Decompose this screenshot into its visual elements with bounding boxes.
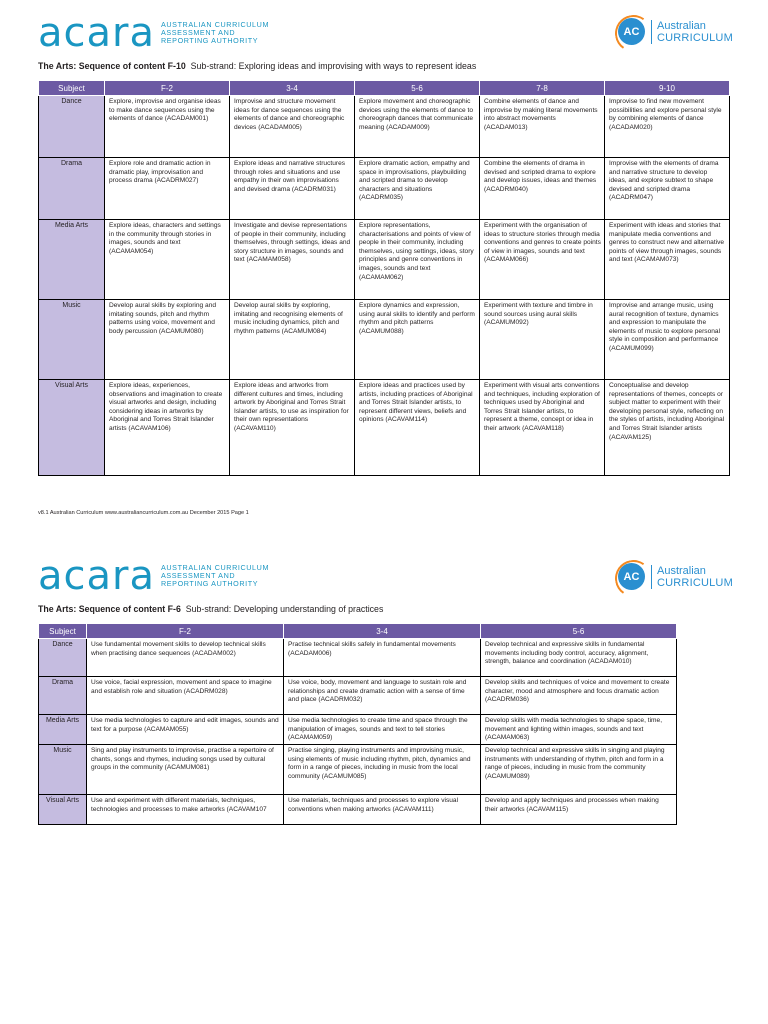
content-cell: Practise technical skills safely in fundamental movements (ACADAM006) [284, 639, 481, 677]
acara-tagline: AUSTRALIAN CURRICULUM ASSESSMENT AND REPORTING AUTHORITY [160, 20, 270, 45]
content-cell: Improvise to find new movement possibilities and explore personal style by combining elements of dance (ACADAM020) [605, 96, 730, 158]
content-cell: Explore ideas and artworks from different cultures and times, including artwork by Aboriginal and Torres Strait Islander artists, to use as inspiration for their own representations (ACAVAM110) [230, 380, 355, 476]
acara-logo [38, 10, 270, 56]
subject-cell: Music [39, 745, 87, 795]
column-header: 7-8 [480, 81, 605, 96]
column-header: 5-6 [481, 624, 677, 639]
content-table [38, 623, 677, 825]
content-cell: Explore role and dramatic action in dramatic play, improvisation and process drama (ACADRM027) [105, 158, 230, 220]
content-cell: Explore representations, characterisations and points of view of people in their community, including themselves, using settings, ideas, story principles and genre conventions in images, sounds and text (ACAMAM062) [355, 220, 480, 300]
column-header: 9-10 [605, 81, 730, 96]
content-cell: Improvise and structure movement ideas for dance sequences using the elements of dance and choreographic devices (ACADAM005) [230, 96, 355, 158]
column-header: 3-4 [230, 81, 355, 96]
subject-cell: Drama [39, 158, 105, 220]
table-row [39, 715, 677, 745]
content-cell: Use and experiment with different materials, techniques, technologies and processes to make artworks (ACAVAM107 [87, 795, 284, 825]
content-cell: Use media technologies to create time and space through the manipulation of images, sounds and text to tell stories (ACAMAM059) [284, 715, 481, 745]
column-header: 5-6 [355, 81, 480, 96]
column-header: F-2 [105, 81, 230, 96]
page-title: The Arts: Sequence of content F-10 Sub-strand: Exploring ideas and improvising with ways to represent ideas [38, 61, 477, 71]
content-cell: Combine elements of dance and improvise by making literal movements into abstract movements (ACADAM013) [480, 96, 605, 158]
content-cell: Explore movement and choreographic devices using the elements of dance to choreograph dances that communicate meaning (ACADAM009) [355, 96, 480, 158]
column-header: F-2 [87, 624, 284, 639]
table-row [39, 380, 730, 476]
table-row [39, 300, 730, 380]
column-header: Subject [39, 624, 87, 639]
column-header: 3-4 [284, 624, 481, 639]
table-header-row [39, 81, 730, 96]
table-row [39, 795, 677, 825]
content-cell: Use voice, body, movement and language to sustain role and relationships and create dramatic action with a sense of time and place (ACADRM032) [284, 677, 481, 715]
content-cell: Improvise and arrange music, using aural recognition of texture, dynamics and expression to manipulate the elements of music to explore personal style in composition and performance (ACAMUM099) [605, 300, 730, 380]
content-cell: Practise singing, playing instruments and improvising music, using elements of music including rhythm, pitch, dynamics and form in a range of pieces, including in music from the local community (ACAMUM085) [284, 745, 481, 795]
content-cell: Investigate and devise representations of people in their community, including themselves, through settings, ideas and story structure in images, sounds and text (ACAMAM058) [230, 220, 355, 300]
australian-curriculum-logo: AC Australian CURRICULUM [618, 18, 733, 45]
australian-curriculum-logo: AC Australian CURRICULUM [618, 563, 733, 590]
subject-cell: Media Arts [39, 715, 87, 745]
content-cell: Combine the elements of drama in devised and scripted drama to explore and develop issues, ideas and themes (ACADRM040) [480, 158, 605, 220]
content-cell: Develop and apply techniques and processes when making their artworks (ACAVAM115) [481, 795, 677, 825]
table-row [39, 677, 677, 715]
subject-cell: Media Arts [39, 220, 105, 300]
acara-wordmark: acara [38, 553, 155, 599]
acara-wordmark: acara [38, 10, 155, 56]
content-table [38, 80, 730, 476]
subject-cell: Dance [39, 96, 105, 158]
content-cell: Use materials, techniques and processes to explore visual conventions when making artworks (ACAVAM111) [284, 795, 481, 825]
table-header-row [39, 624, 677, 639]
subject-cell: Visual Arts [39, 795, 87, 825]
acara-tagline: AUSTRALIAN CURRICULUM ASSESSMENT AND REPORTING AUTHORITY [160, 563, 270, 588]
table-row [39, 96, 730, 158]
ac-badge-icon: AC [618, 18, 645, 45]
table-row [39, 745, 677, 795]
content-cell: Explore ideas and practices used by artists, including practices of Aboriginal and Torres Strait Islander artists, to represent different views, beliefs and opinions (ACAVAM114) [355, 380, 480, 476]
content-cell: Explore ideas and narrative structures through roles and situations and use empathy in their own improvisations and devised drama (ACADRM031) [230, 158, 355, 220]
content-cell: Develop aural skills by exploring, imitating and recognising elements of music including dynamics, pitch and rhythm patterns (ACAMUM084) [230, 300, 355, 380]
content-cell: Explore ideas, characters and settings in the community through stories in images, sounds and text (ACAMAM054) [105, 220, 230, 300]
acara-logo [38, 553, 270, 599]
content-cell: Use voice, facial expression, movement and space to imagine and establish role and situation (ACADRM028) [87, 677, 284, 715]
table-row [39, 220, 730, 300]
content-cell: Experiment with the organisation of ideas to structure stories through media conventions and genres to create points of view in images, sounds and text (ACAMAM066) [480, 220, 605, 300]
content-cell: Sing and play instruments to improvise, practise a repertoire of chants, songs and rhymes, including songs used by cultural groups in the community (ACAMUM081) [87, 745, 284, 795]
content-cell: Develop technical and expressive skills in fundamental movements including body control, accuracy, alignment, strength, balance and coordination (ACADAM010) [481, 639, 677, 677]
content-cell: Improvise with the elements of drama and narrative structure to develop ideas, and explore subtext to shape devised and scripted drama (ACADRM047) [605, 158, 730, 220]
page-footer: v8.1 Australian Curriculum www.australiancurriculum.com.au December 2015 Page 1 [38, 510, 249, 516]
content-cell: Use fundamental movement skills to develop technical skills when practising dance sequences (ACADAM002) [87, 639, 284, 677]
content-cell: Experiment with ideas and stories that manipulate media conventions and genres to construct new and alternative points of view through images, sounds and text (ACAMAM073) [605, 220, 730, 300]
content-cell: Develop skills with media technologies to shape space, time, movement and lighting within images, sounds and text (ACAMAM063) [481, 715, 677, 745]
page-title: The Arts: Sequence of content F-6 Sub-strand: Developing understanding of practices [38, 604, 384, 614]
column-header: Subject [39, 81, 105, 96]
content-cell: Conceptualise and develop representations of themes, concepts or subject matter to experiment with their developing personal style, reflecting on the styles of artists, including Aboriginal and Torres Strait Islander artists (ACAVAM125) [605, 380, 730, 476]
content-cell: Develop aural skills by exploring and imitating sounds, pitch and rhythm patterns using voice, movement and body percussion (ACAMUM080) [105, 300, 230, 380]
table-row [39, 639, 677, 677]
content-cell: Explore ideas, experiences, observations and imagination to create visual artworks and design, including considering ideas in artworks by Aboriginal and Torres Strait Islander artists (ACAVAM106) [105, 380, 230, 476]
content-cell: Experiment with visual arts conventions and techniques, including exploration of techniques used by Aboriginal and Torres Strait Islander artists, to represent a theme, concept or idea in their artwork (ACAVAM118) [480, 380, 605, 476]
subject-cell: Visual Arts [39, 380, 105, 476]
content-cell: Develop skills and techniques of voice and movement to create character, mood and atmosphere and focus dramatic action (ACADRM036) [481, 677, 677, 715]
subject-cell: Drama [39, 677, 87, 715]
subject-cell: Music [39, 300, 105, 380]
content-cell: Develop technical and expressive skills in singing and playing instruments with understanding of rhythm, pitch and form in a range of pieces, including in music from the community (ACAMUM089) [481, 745, 677, 795]
content-cell: Use media technologies to capture and edit images, sounds and text for a purpose (ACAMAM055) [87, 715, 284, 745]
table-row [39, 158, 730, 220]
ac-badge-icon: AC [618, 563, 645, 590]
content-cell: Explore, improvise and organise ideas to make dance sequences using the elements of dance (ACADAM001) [105, 96, 230, 158]
content-cell: Explore dramatic action, empathy and space in improvisations, playbuilding and scripted drama to develop characters and situations (ACADRM035) [355, 158, 480, 220]
subject-cell: Dance [39, 639, 87, 677]
document-page-2 [0, 545, 768, 1024]
content-cell: Experiment with texture and timbre in sound sources using aural skills (ACAMUM092) [480, 300, 605, 380]
content-cell: Explore dynamics and expression, using aural skills to identify and perform rhythm and pitch patterns (ACAMUM088) [355, 300, 480, 380]
